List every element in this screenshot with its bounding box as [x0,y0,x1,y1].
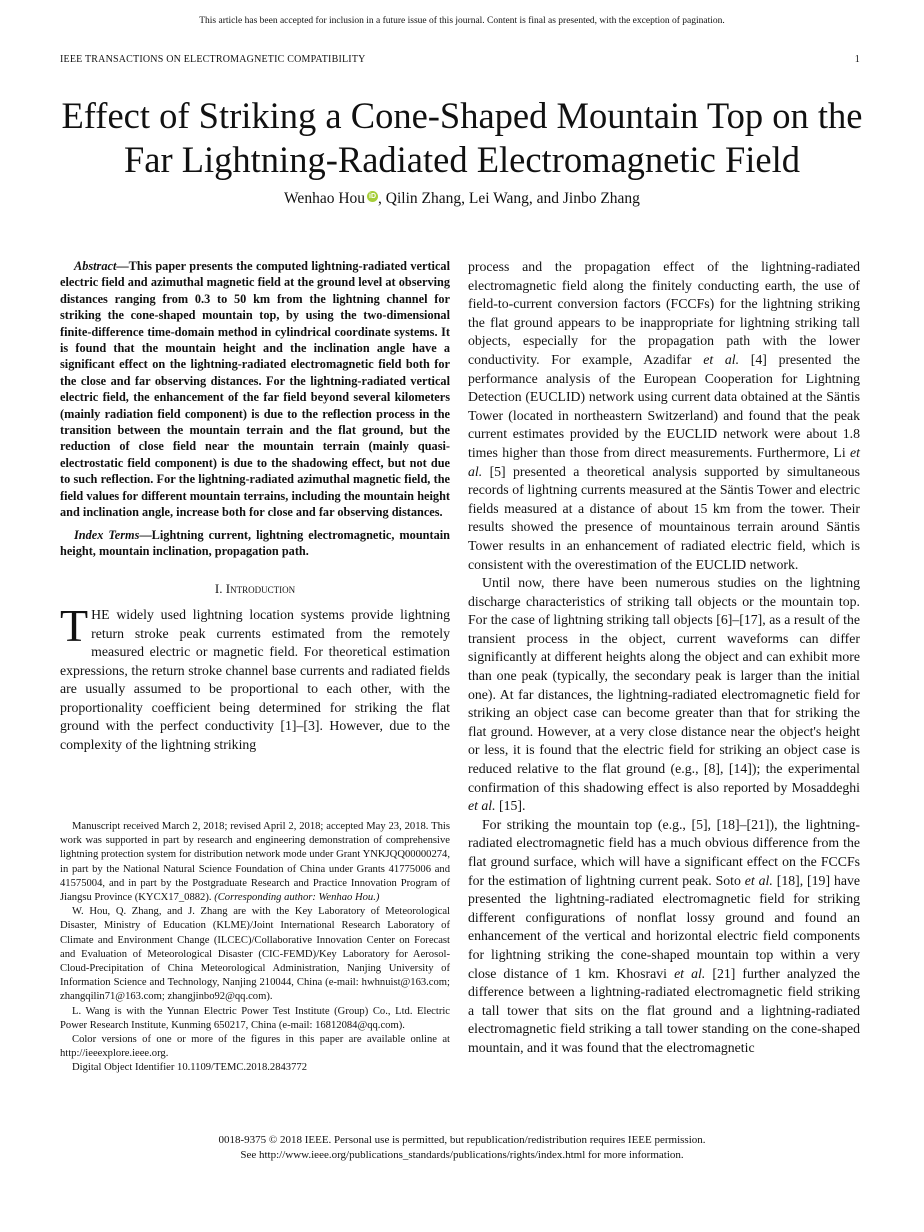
paper-title: Effect of Striking a Cone-Shaped Mountain Top on the Far Lightning-Radiated Electromagnetic Field [61,95,863,180]
copyright-line-2: See http://www.ieee.org/publications_standards/publications/rights/index.html for more information. [240,1149,684,1161]
index-terms-text: —Lightning current, lightning electromagnetic, mountain height, mountain inclination, propagation path. [60,527,450,558]
et-al: et al. [468,798,496,814]
corresponding-author: (Corresponding author: Wenhao Hou.) [214,892,380,904]
section-heading [60,580,450,599]
footnotes [60,820,450,1076]
other-authors: , Qilin Zhang, Lei Wang, and Jinbo Zhang [378,190,640,207]
left-column [60,258,450,755]
first-author: Wenhao Hou [284,190,366,207]
intro-paragraph [60,599,450,755]
body-paragraph-1 [468,258,860,574]
footnote-affiliation-1: W. Hou, Q. Zhang, and J. Zhang are with the Key Laboratory of Meteorological Disaster, Ministry of Education (KLME)/Joint International Research Laboratory of Climate and Environment Change (ILCEC)/Collaborative Innovation Center on Forecast and Evaluation of Meteorological Disaster (CIC-FEMD)/Key Laboratory for Aerosol-Cloud-Precipitation of China Meteorological Administration, Nanjing University of Information Science and Technology, Nanjing 210044, China (e-mail: hwhnuist@163.com; zhangqilin71@163.com; zhangjinbo92@qq.com). [60,906,450,1003]
abstract [60,258,450,521]
et-al: et al. [674,965,706,981]
intro-text: HE widely used lightning location systems provide lightning return stroke peak currents estimated from the remotely measured electric or magnetic field. For theoretical estimation expressions, the return stroke channel base currents and radiated fields are usually assumed to be proportional to each other, with the proportionality coefficient being determined for striking the flat ground with the perfect conductivity [1]–[3]. However, due to the complexity of the lightning striking [60,606,450,753]
p3-part-b: [18], [19] have presented the lightning-radiated electromagnetic field for striking different configurations of nonflat lossy ground and found an enhancement of the vertical and horizontal electric field components for lightning striking the cone-shaped mountain top within a very close distance of 1 km. Khosravi [468,872,860,981]
index-terms-label: Index Terms [74,527,140,542]
footnote-affiliation-2: L. Wang is with the Yunnan Electric Power Test Institute (Group) Co., Ltd. Electric Power Research Institute, Kunming 650217, China (e-mail: 16812084@qq.com). [60,1005,450,1031]
footnote-manuscript-text: Manuscript received March 2, 2018; revised April 2, 2018; accepted May 23, 2018. This work was supported in part by research and engineering demonstration of comprehensive lightning protection system for distribution network mode under Grant YNKJQQ00000274, in part by the National Natural Science Foundation of China under Grants 41775006 and 41575004, and in part by the Postgraduate Research and Practice Innovation Program of Jiangsu Province (KYCX17_0882). [60,821,450,904]
body-paragraph-3 [468,816,860,1058]
abstract-text: —This paper presents the computed lightning-radiated vertical electric field and azimuthal magnetic field at the ground level at observing distances ranging from 0.3 to 50 km from the lightning channel for striking the cone-shaped mountain top, by using the two-dimensional finite-difference time-domain method in cylindrical coordinate systems. It is found that the mountain height and the inclination angle have a significant effect on the lightning-radiated electromagnetic field both for the close and far observing distances. For the lightning-radiated vertical electric field, the enhancement of the far field beyond several kilometers (mainly radiation field component) is due to the reflection process in the transition between the mountain terrain and the flat ground, but the reduction of close field near the mountain terrain (mainly quasi-electrostatic field component) is due to the shadowing effect, but not due to such reflection. For the lightning-radiated azimuthal magnetic field, the field values for different mountain terrains, including the mountain height and inclination angle, increase both for close and far observing distances. [60,259,450,520]
page-number: 1 [854,54,860,65]
author-line [0,190,924,208]
copyright-notice [0,1133,924,1163]
index-terms [60,527,450,560]
p2-part-a: Until now, there have been numerous studies on the lightning discharge characteristics of striking tall objects or the mountain top. For the case of lightning striking tall objects [6]–[17], as a result of the transient process in the object, current waveforms can differ significantly at different heights along the object and can exhibit more than one peak (typically, the secondary peak is larger than the initial one). At far distances, the lightning-radiated electromagnetic field for striking an object case can become greater than that for striking the flat ground. However, at a very close distance near the object's height or less, it is found that the electric field for striking an object case is reduced relative to the flat ground (e.g., [8], [14]); the experimental confirmation of this shadowing effect is also reported by Mosaddeghi [468,575,860,795]
body-paragraph-2 [468,574,860,816]
orcid-icon[interactable]: iD [369,193,377,200]
footnote-color-versions: Color versions of one or more of the figures in this paper are available online at http://ieeexplore.ieee.org. [60,1034,450,1060]
section-numeral: I. [214,581,223,597]
drop-cap: T [60,599,89,651]
p1-part-b: [4] presented the performance analysis of the European Cooperation for Lightning Detection (EUCLID) network using current data obtained at the Säntis Tower (located in northeastern Switzerland) and found that the peak current estimates provided by the EUCLID network were about 1.8 times higher than those from direct measurements. Furthermore, Li [468,351,860,460]
abstract-label: Abstract [74,259,117,273]
journal-name: IEEE TRANSACTIONS ON ELECTROMAGNETIC COMPATIBILITY [60,54,366,65]
running-header [60,54,860,65]
p1-part-c: [5] presented a theoretical analysis supported by simultaneous records of lightning currents measured at the Säntis Tower and electric fields measured at a distance of about 15 km from the tower. Their results showed the presence of mountainous terrain around Säntis Tower results in an enhancement of radiated electric field, which is consistent with the overestimation of the EUCLID network. [468,463,860,572]
right-column [468,258,860,1058]
p3-part-a: For striking the mountain top (e.g., [5], [18]–[21]), the lightning-radiated electromagnetic field has a much obvious difference from the flat ground surface, which will have a significant effect on the FCCFs for the estimation of lightning current peak. Soto [468,816,860,888]
et-al: et al. [744,872,773,888]
et-al: et al. [468,444,860,479]
footnote-doi: Digital Object Identifier 10.1109/TEMC.2018.2843772 [72,1062,307,1074]
section-name: Introduction [225,581,296,597]
footnote-manuscript [60,820,450,905]
p2-part-b: [15]. [495,798,526,814]
p1-part-a: process and the propagation effect of the lightning-radiated electromagnetic field along the finitely conducting earth, the use of field-to-current conversion factors (FCCFs) for the lightning striking the flat ground appears to be inappropriate for lightning striking tall objects, especially for the propagation path with the lower conductivity. For example, Azadifar [468,259,860,367]
et-al: et al. [703,351,740,367]
p3-part-c: [21] further analyzed the difference between a lightning-radiated electromagnetic field striking a tall tower that sits on the flat ground and a lightning-radiated electromagnetic field striking a tall tower standing on the cone-shaped mountain, and it was found that the electromagnetic [468,965,860,1055]
acceptance-notice: This article has been accepted for inclusion in a future issue of this journal. Content is final as presented, with the exception of pagination. [199,16,725,26]
copyright-line-1: 0018-9375 © 2018 IEEE. Personal use is permitted, but republication/redistribution requires IEEE permission. [218,1134,706,1146]
